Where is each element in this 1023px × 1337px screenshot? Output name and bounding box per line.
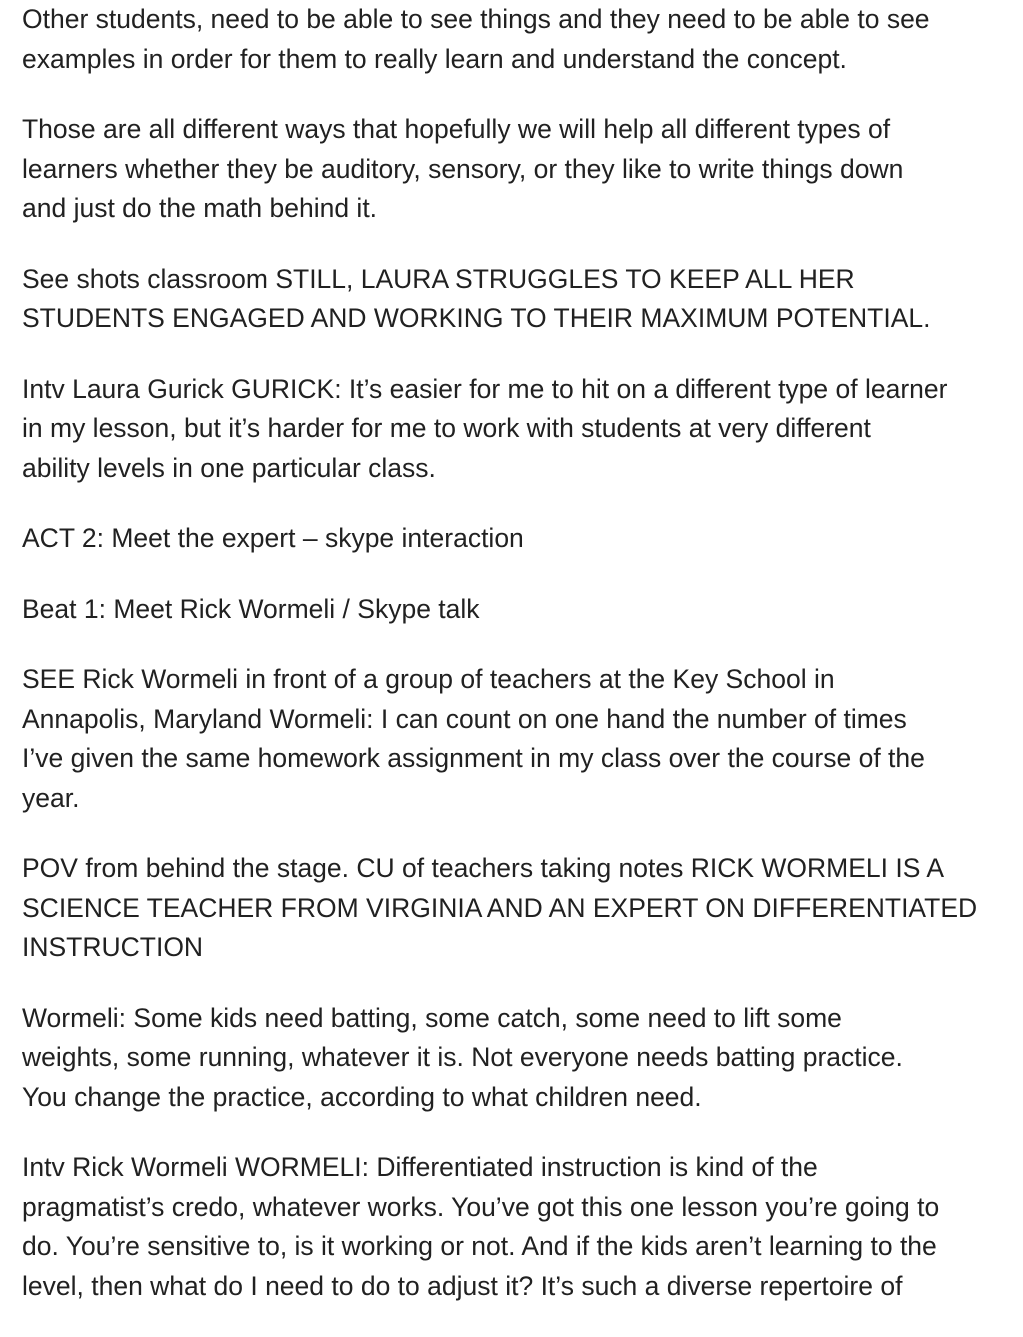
- text-line: weights, some running, whatever it is. Not everyone needs batting practice.: [22, 1042, 903, 1072]
- text-line: Those are all different ways that hopefully we will help all different types of: [22, 114, 891, 144]
- text-line: ability levels in one particular class.: [22, 452, 436, 483]
- text-line: do. You’re sensitive to, is it working or not. And if the kids aren’t learning to the: [22, 1231, 937, 1261]
- paragraph-beat-1-heading: [22, 590, 1012, 630]
- text-line: Intv Rick Wormeli WORMELI: Differentiated instruction is kind of the: [22, 1152, 818, 1182]
- paragraph-10: [22, 1148, 1012, 1306]
- text-line: Annapolis, Maryland Wormeli: I can count on one hand the number of times: [22, 703, 907, 734]
- text-line: in my lesson, but it’s harder for me to work with students at very different: [22, 413, 871, 443]
- text-line: Wormeli: Some kids need batting, some catch, some need to lift some: [22, 1002, 842, 1033]
- paragraph-3: [22, 260, 1012, 339]
- text-line: year.: [22, 782, 80, 813]
- text-line: examples in order for them to really learn and understand the concept.: [22, 43, 847, 74]
- paragraph-act-2-heading: [22, 519, 1012, 559]
- text-line: Other students, need to be able to see things and they need to be able to see: [22, 4, 930, 34]
- text-line: SCIENCE TEACHER FROM VIRGINIA AND AN EXPERT ON DIFFERENTIATED: [22, 892, 978, 923]
- text-line: You change the practice, according to what children need.: [22, 1081, 702, 1112]
- text-line: SEE Rick Wormeli in front of a group of teachers at the Key School in: [22, 664, 835, 694]
- paragraph-1: [22, 0, 1012, 79]
- document-body: [22, 0, 1012, 1337]
- text-line: pragmatist’s credo, whatever works. You’ve got this one lesson you’re going to: [22, 1191, 940, 1222]
- text-line: I’ve given the same homework assignment in my class over the course of the: [22, 743, 925, 773]
- paragraph-8: [22, 849, 1012, 968]
- text-line: STUDENTS ENGAGED AND WORKING TO THEIR MAXIMUM POTENTIAL.: [22, 303, 931, 333]
- text-line: level, then what do I need to do to adjust it? It’s such a diverse repertoire of: [22, 1270, 903, 1301]
- text-line: See shots classroom STILL, LAURA STRUGGLES TO KEEP ALL HER: [22, 263, 855, 294]
- text-line: POV from behind the stage. CU of teachers taking notes RICK WORMELI IS A: [22, 853, 945, 883]
- text-line: Intv Laura Gurick GURICK: It’s easier for me to hit on a different type of learner: [22, 373, 948, 404]
- text-line: learners whether they be auditory, sensory, or they like to write things down: [22, 153, 904, 184]
- paragraph-2: [22, 110, 1012, 229]
- paragraph-9: [22, 999, 1012, 1118]
- paragraph-7: [22, 660, 1012, 818]
- text-line: Beat 1: Meet Rick Wormeli / Skype talk: [22, 593, 480, 624]
- text-line: ACT 2: Meet the expert – skype interaction: [22, 523, 524, 553]
- text-line: and just do the math behind it.: [22, 193, 378, 223]
- paragraph-4: [22, 370, 1012, 489]
- text-line: INSTRUCTION: [22, 932, 204, 962]
